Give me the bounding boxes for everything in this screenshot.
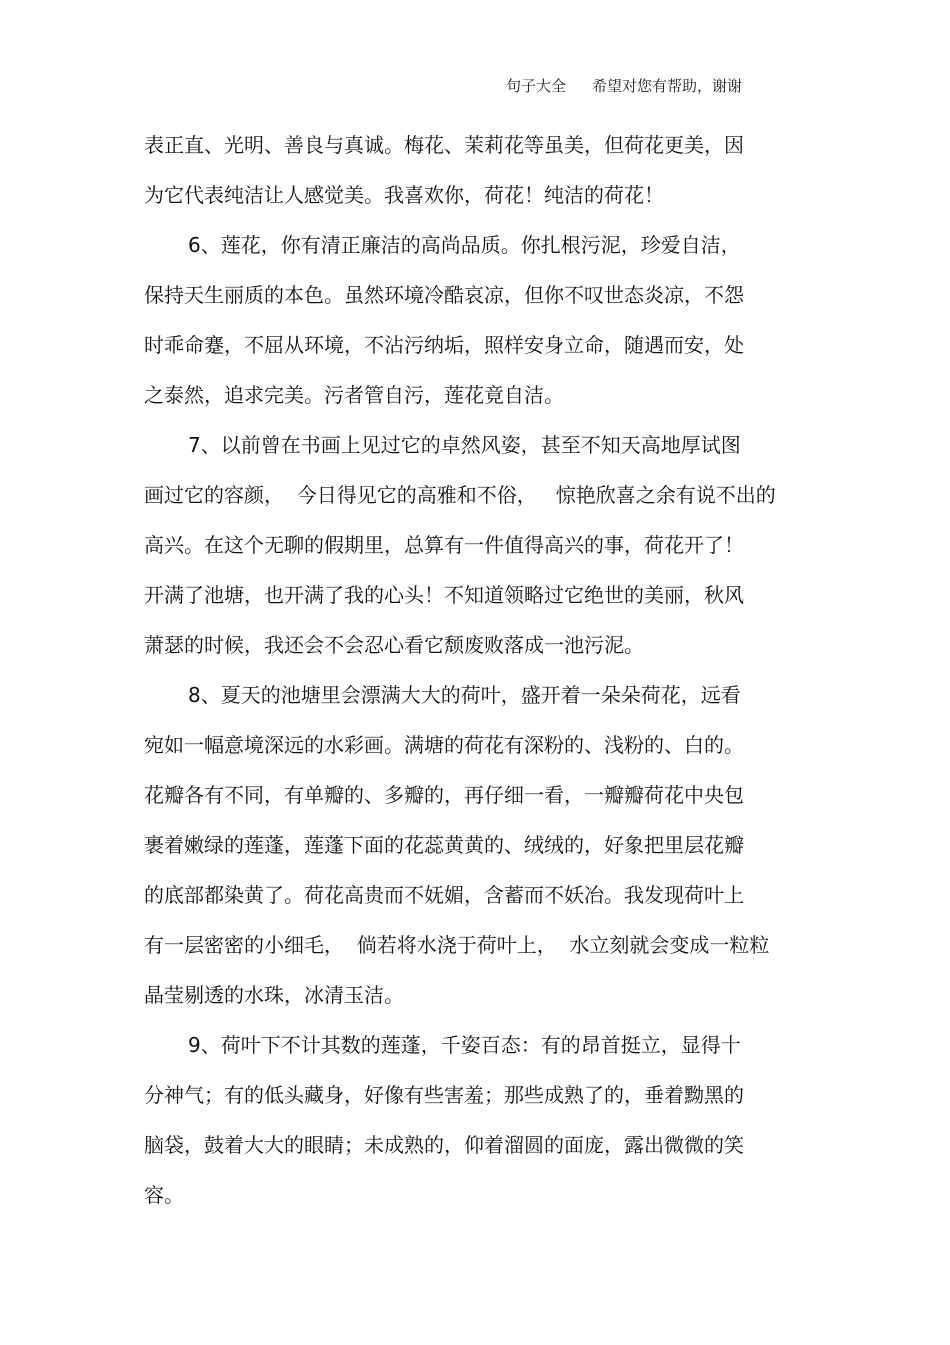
paragraph-start-line: 6、莲花，你有清正廉洁的高尚品质。你扎根污泥，珍爱自洁， [188, 233, 741, 257]
text-line: 花瓣各有不同，有单瓣的、多瓣的，再仔细一看，一瓣瓣荷花中央包 [144, 783, 744, 807]
paragraph-start-line: 8、夏天的池塘里会漂满大大的荷叶，盛开着一朵朵荷花，远看 [188, 683, 741, 707]
text-line: 画过它的容颜， 今日得见它的高雅和不俗， 惊艳欣喜之余有说不出的 [144, 483, 776, 507]
text-line: 萧瑟的时候，我还会不会忍心看它颓废败落成一池污泥。 [144, 633, 644, 657]
text-line: 为它代表纯洁让人感觉美。我喜欢你，荷花！纯洁的荷花！ [144, 183, 664, 207]
article-body [144, 120, 804, 1220]
header-title: 句子大全 [506, 77, 567, 95]
text-line: 的底部都染黄了。荷花高贵而不妩媚，含蓄而不妖冶。我发现荷叶上 [144, 883, 744, 907]
text-line: 开满了池塘，也开满了我的心头！不知道领略过它绝世的美丽，秋风 [144, 583, 744, 607]
header-note: 希望对您有帮助，谢谢 [592, 77, 743, 95]
page-header [506, 76, 742, 96]
text-line: 表正直、光明、善良与真诚。梅花、茉莉花等虽美，但荷花更美，因 [144, 133, 744, 157]
text-line: 之泰然，追求完美。污者管自污，莲花竟自洁。 [144, 383, 564, 407]
text-line: 保持天生丽质的本色。虽然环境冷酷哀凉，但你不叹世态炎凉，不怨 [144, 283, 744, 307]
text-line: 晶莹剔透的水珠，冰清玉洁。 [144, 983, 404, 1007]
text-line: 时乖命蹇，不屈从环境，不沾污纳垢，照样安身立命，随遇而安，处 [144, 333, 744, 357]
text-line: 裹着嫩绿的莲蓬，莲蓬下面的花蕊黄黄的、绒绒的，好象把里层花瓣 [144, 833, 744, 857]
text-line: 容。 [144, 1183, 184, 1207]
text-line: 脑袋，鼓着大大的眼睛；未成熟的，仰着溜圆的面庞，露出微微的笑 [144, 1133, 744, 1157]
paragraph-start-line: 7、以前曾在书画上见过它的卓然风姿，甚至不知天高地厚试图 [188, 433, 741, 457]
text-line: 有一层密密的小细毛， 倘若将水浇于荷叶上， 水立刻就会变成一粒粒 [144, 933, 770, 957]
text-line: 分神气；有的低头藏身，好像有些害羞；那些成熟了的，垂着黝黑的 [144, 1083, 744, 1107]
text-line: 高兴。在这个无聊的假期里，总算有一件值得高兴的事，荷花开了！ [144, 533, 744, 557]
paragraph-start-line: 9、荷叶下不计其数的莲蓬，千姿百态：有的昂首挺立，显得十 [188, 1033, 741, 1057]
text-line: 宛如一幅意境深远的水彩画。满塘的荷花有深粉的、浅粉的、白的。 [144, 733, 744, 757]
